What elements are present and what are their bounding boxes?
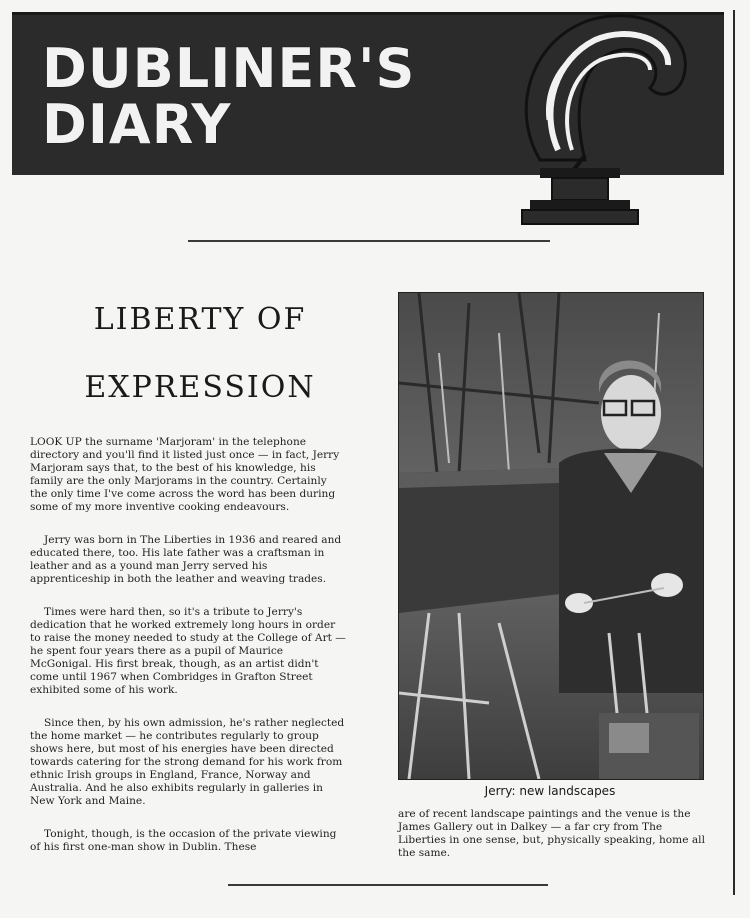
headline-line1: LIBERTY OF bbox=[93, 302, 307, 337]
masthead-title bbox=[42, 37, 416, 156]
article-paragraph: Since then, by his own admission, he's rather neglected the home market — he contributes regularly to group shows here, but most of his energies have been directed towards catering for the strong demand for his work from ethnic Irish groups in England, France, Norway and Australia. And he also exhibits regularly in galleries in New York and Maine. bbox=[30, 717, 345, 807]
masthead-title-line1: DUBLINER'S bbox=[42, 37, 416, 100]
article-continued-text: are of recent landscape paintings and the venue is the James Gallery out in Dalkey — a far cry from The Liberties in one sense, but, physically speaking, home all the same. bbox=[398, 808, 705, 859]
article-paragraph: Tonight, though, is the occasion of the private viewing of his first one-man show in Dublin. These bbox=[30, 828, 337, 853]
photo-image bbox=[399, 293, 703, 779]
photo-caption: Jerry: new landscapes bbox=[484, 784, 616, 798]
article-body bbox=[30, 436, 346, 874]
masthead-title-line2: DIARY bbox=[42, 93, 232, 156]
article-headline bbox=[30, 300, 370, 408]
article-paragraph: Jerry was born in The Liberties in 1936 and reared and educated there, too. His late father was a craftsman in leather and as a yound man Jerry served his apprenticeship in both the leather and weaving trades. bbox=[30, 534, 342, 585]
divider-rule-bottom bbox=[228, 884, 548, 886]
article-paragraph: Times were hard then, so it's a tribute to Jerry's dedication that he worked extremely long hours in order to raise the money needed to study at the College of Art — he spent four years there as a pupil of Maurice McGonigal. His first break, though, as an artist didn't come until 1967 when Combridges in Grafton Street exhibited some of his work. bbox=[30, 606, 346, 696]
divider-rule-top bbox=[188, 240, 550, 242]
article-paragraph: LOOK UP the surname 'Marjoram' in the telephone directory and you'll find it listed just once — in fact, Jerry Marjoram says that, to the best of his knowledge, his family are the only Marjorams in the country. Certainly the only time I've come across the word has been during some of my more inventive cooking endeavours. bbox=[30, 436, 340, 513]
quill-inkwell-icon bbox=[500, 0, 700, 230]
page-edge-border bbox=[733, 10, 735, 895]
headline-line2: EXPRESSION bbox=[84, 370, 316, 405]
artist-photo bbox=[398, 292, 704, 780]
